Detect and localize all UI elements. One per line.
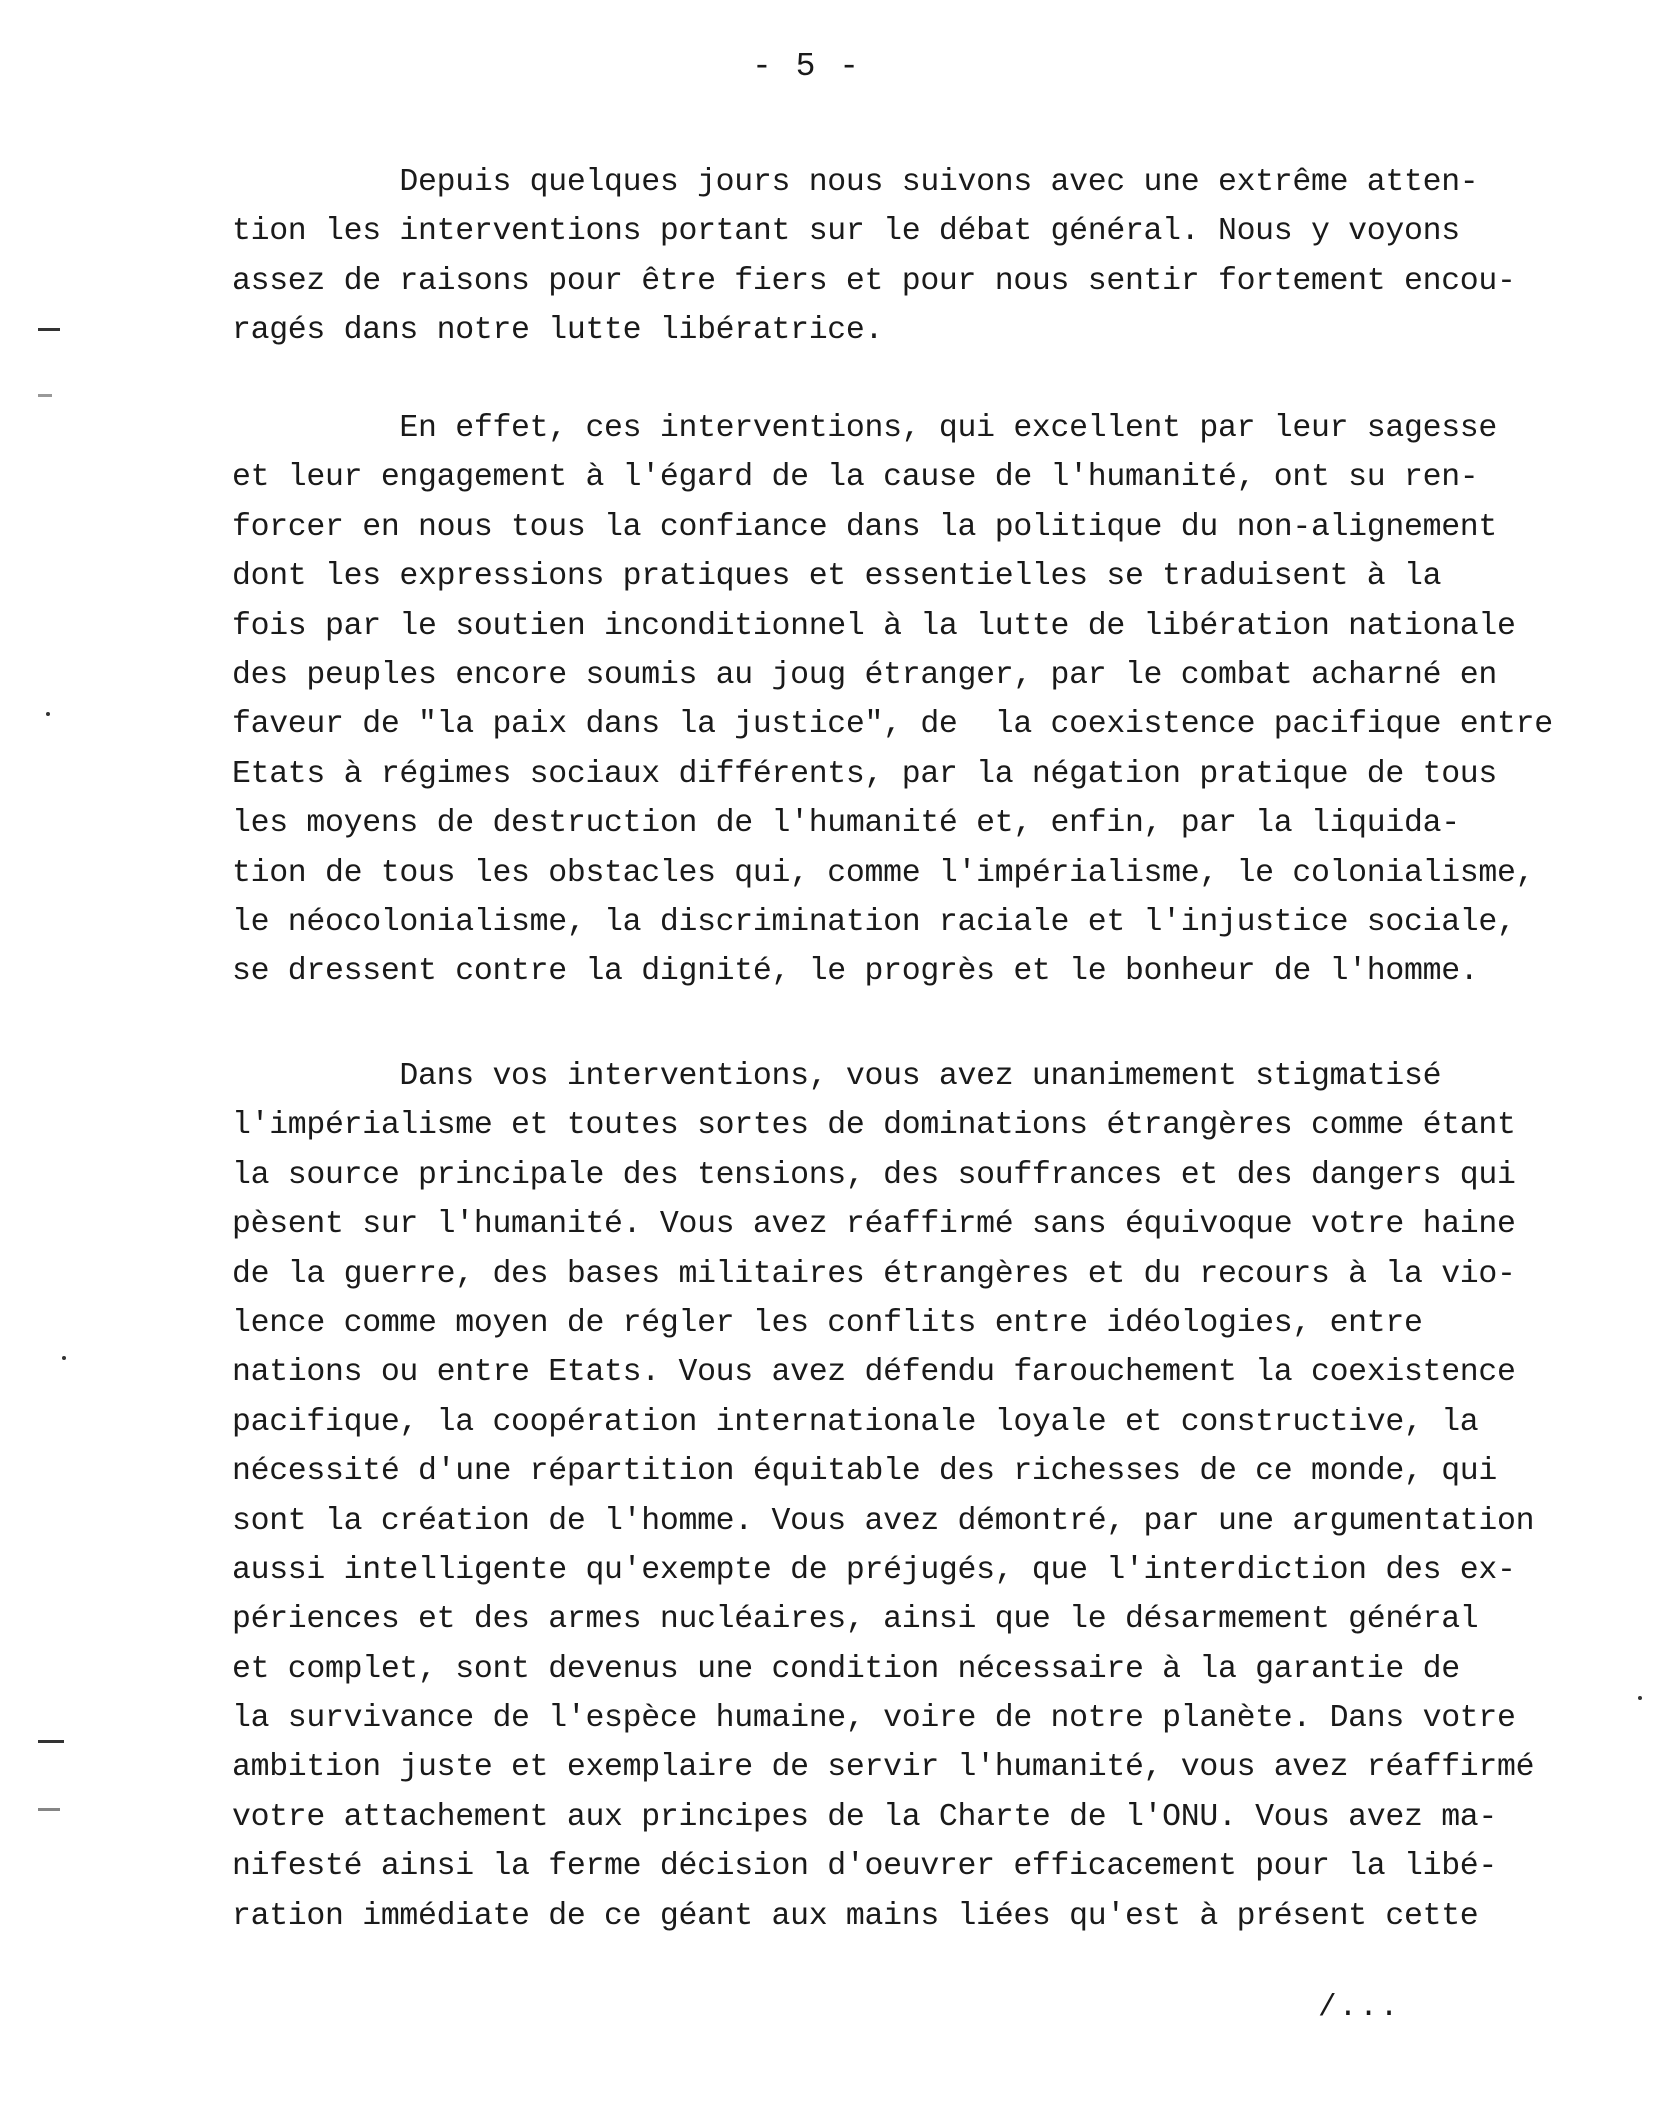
text-line: En effet, ces interventions, qui excellent par leur sagesse (232, 411, 1498, 446)
text-line: lence comme moyen de régler les conflits entre idéologies, entre (232, 1305, 1423, 1341)
paragraph-2 (232, 404, 1553, 997)
text-line: nécessité d'une répartition équitable des richesses de ce monde, qui (232, 1454, 1498, 1490)
text-line: tion les interventions portant sur le débat général. Nous y voyons (232, 214, 1460, 250)
text-line: sont la création de l'homme. Vous avez démontré, par une argumentation (232, 1503, 1535, 1539)
text-line: et leur engagement à l'égard de la cause de l'humanité, ont su ren- (232, 460, 1479, 496)
text-line: nations ou entre Etats. Vous avez défendu farouchement la coexistence (232, 1355, 1516, 1391)
text-line: périences et des armes nucléaires, ainsi que le désarmement général (232, 1602, 1479, 1638)
text-line: assez de raisons pour être fiers et pour nous sentir fortement encou- (232, 263, 1516, 299)
scan-artifact (62, 1356, 66, 1360)
scan-artifact (46, 712, 50, 716)
text-line: la source principale des tensions, des souffrances et des dangers qui (232, 1157, 1516, 1193)
text-line: se dressent contre la dignité, le progrès et le bonheur de l'homme. (232, 954, 1479, 990)
text-line: ragés dans notre lutte libératrice. (232, 313, 884, 349)
text-line: pèsent sur l'humanité. Vous avez réaffirmé sans équivoque votre haine (232, 1207, 1516, 1243)
scan-artifact (38, 328, 60, 331)
scan-artifact (38, 394, 52, 397)
text-line: la survivance de l'espèce humaine, voire de notre planète. Dans votre (232, 1701, 1516, 1737)
text-line: nifesté ainsi la ferme décision d'oeuvrer efficacement pour la libé- (232, 1849, 1498, 1885)
text-line: des peuples encore soumis au joug étranger, par le combat acharné en (232, 657, 1498, 693)
text-line: votre attachement aux principes de la Charte de l'ONU. Vous avez ma- (232, 1799, 1498, 1835)
text-line: ambition juste et exemplaire de servir l'humanité, vous avez réaffirmé (232, 1750, 1535, 1786)
text-line: Depuis quelques jours nous suivons avec une extrême atten- (232, 165, 1479, 200)
text-line: dont les expressions pratiques et essentielles se traduisent à la (232, 559, 1442, 595)
text-line: Dans vos interventions, vous avez unanimement stigmatisé (232, 1059, 1442, 1094)
text-line: pacifique, la coopération internationale loyale et constructive, la (232, 1404, 1479, 1440)
paragraph-3 (232, 1052, 1534, 1941)
text-line: les moyens de destruction de l'humanité et, enfin, par la liquida- (232, 806, 1460, 842)
scan-artifact (38, 1808, 60, 1811)
text-line: tion de tous les obstacles qui, comme l'impérialisme, le colonialisme, (232, 855, 1535, 891)
page-number: - 5 - (752, 48, 862, 85)
text-line: faveur de "la paix dans la justice", de la coexistence pacifique entre (232, 707, 1553, 743)
text-line: aussi intelligente qu'exempte de préjugés, que l'interdiction des ex- (232, 1552, 1516, 1588)
paragraph-1 (232, 158, 1516, 356)
scan-artifact (38, 1740, 64, 1743)
text-line: fois par le soutien inconditionnel à la lutte de libération nationale (232, 608, 1516, 644)
text-line: Etats à régimes sociaux différents, par la négation pratique de tous (232, 756, 1498, 792)
continuation-mark: /... (1318, 1990, 1401, 2025)
text-line: de la guerre, des bases militaires étrangères et du recours à la vio- (232, 1256, 1516, 1292)
text-line: forcer en nous tous la confiance dans la politique du non-alignement (232, 509, 1498, 545)
text-line: ration immédiate de ce géant aux mains liées qu'est à présent cette (232, 1898, 1479, 1934)
text-line: et complet, sont devenus une condition nécessaire à la garantie de (232, 1651, 1460, 1687)
text-line: l'impérialisme et toutes sortes de dominations étrangères comme étant (232, 1108, 1516, 1144)
text-line: le néocolonialisme, la discrimination raciale et l'injustice sociale, (232, 904, 1516, 940)
scan-artifact (1638, 1696, 1642, 1700)
